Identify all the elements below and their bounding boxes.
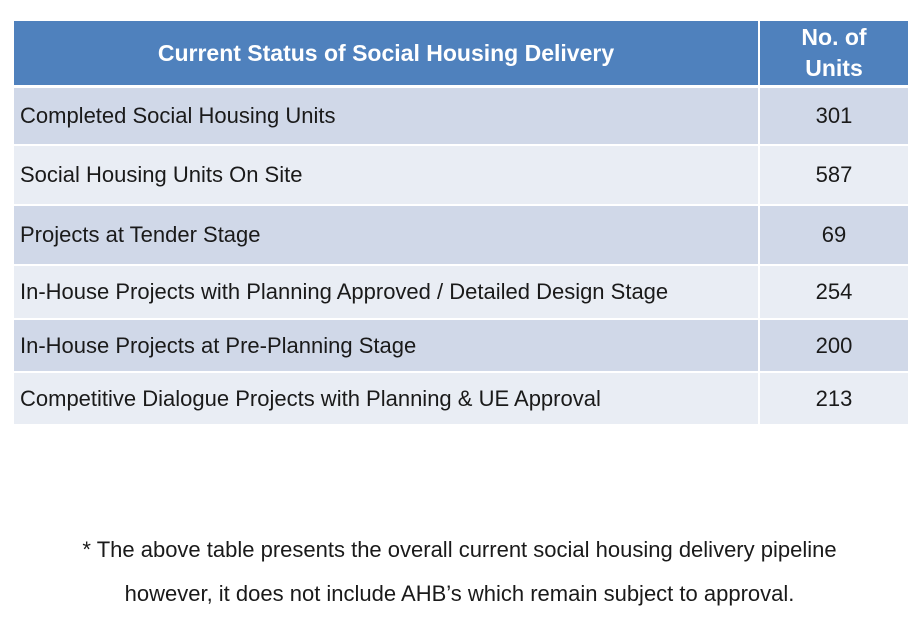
footnote-line-2: however, it does not include AHB’s which remain subject to approval. [124, 581, 795, 606]
units-column-header [759, 21, 908, 87]
row-label: Projects at Tender Stage [14, 205, 759, 265]
social-housing-status-table [14, 21, 908, 426]
table-footnote [0, 528, 919, 616]
row-label: Competitive Dialogue Projects with Planning & UE Approval [14, 372, 759, 425]
row-value: 254 [759, 265, 908, 319]
table-row [14, 205, 908, 265]
row-value: 69 [759, 205, 908, 265]
table-header-row [14, 21, 908, 87]
units-header-line1: No. of [801, 24, 867, 50]
table-row [14, 319, 908, 372]
units-header-line2: Units [805, 55, 863, 81]
table-row [14, 372, 908, 425]
row-label: In-House Projects at Pre-Planning Stage [14, 319, 759, 372]
row-label: In-House Projects with Planning Approved / Detailed Design Stage [14, 265, 759, 319]
footnote-line-1: * The above table presents the overall current social housing delivery pipeline [82, 537, 837, 562]
row-value: 301 [759, 87, 908, 146]
row-value: 200 [759, 319, 908, 372]
row-label: Social Housing Units On Site [14, 145, 759, 205]
row-label: Completed Social Housing Units [14, 87, 759, 146]
row-value: 213 [759, 372, 908, 425]
row-value: 587 [759, 145, 908, 205]
table-row [14, 265, 908, 319]
table-row [14, 87, 908, 146]
table-title-header: Current Status of Social Housing Delivery [14, 21, 759, 87]
table-row [14, 145, 908, 205]
